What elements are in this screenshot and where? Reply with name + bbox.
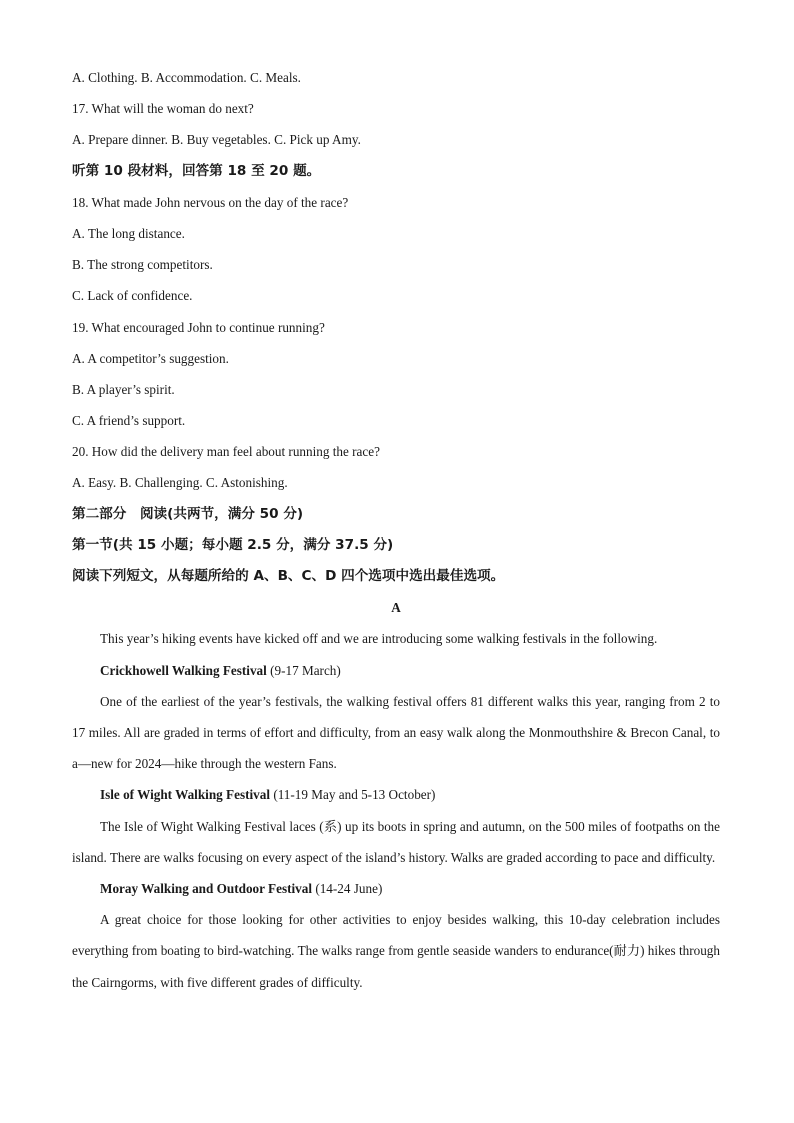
festival-dates: (9-17 March) bbox=[266, 662, 341, 678]
festival-name: Crickhowell Walking Festival bbox=[100, 662, 267, 678]
q19-option-c: C. A friend’s support. bbox=[72, 413, 186, 429]
reading-instructions: 阅读下列短文，从每题所给的 A、B、C、D 四个选项中选出最佳选项。 bbox=[72, 568, 505, 584]
q18-option-a: A. The long distance. bbox=[72, 225, 185, 241]
festival-heading bbox=[72, 779, 720, 810]
q20-options: A. Easy. B. Challenging. C. Astonishing. bbox=[72, 475, 288, 491]
q17-options: A. Prepare dinner. B. Buy vegetables. C. Pick up Amy. bbox=[72, 132, 361, 148]
section10-heading: 听第 10 段材料，回答第 18 至 20 题。 bbox=[72, 162, 321, 179]
q19-option-b: B. A player’s spirit. bbox=[72, 381, 175, 397]
festival-heading bbox=[72, 873, 720, 904]
q16-options: A. Clothing. B. Accommodation. C. Meals. bbox=[72, 70, 301, 85]
exam-page bbox=[72, 62, 720, 998]
passage-intro: This year’s hiking events have kicked off and we are introducing some walking festivals in the following. bbox=[100, 631, 658, 647]
q18-option-b: B. The strong competitors. bbox=[72, 257, 213, 273]
passage-letter: A bbox=[391, 600, 401, 616]
q17-question: 17. What will the woman do next? bbox=[72, 101, 254, 117]
q19-question: 19. What encouraged John to continue running? bbox=[72, 319, 325, 335]
q19-option-a: A. A competitor’s suggestion. bbox=[72, 350, 229, 366]
festival-body: The Isle of Wight Walking Festival laces (系) up its boots in spring and autumn, on the 500 miles of footpaths on the island. There are walks focusing on every aspect of the island’s history. Walks are graded according to pace and difficulty. bbox=[72, 818, 720, 865]
festival-dates: (14-24 June) bbox=[312, 880, 383, 896]
reading-part-heading: 第二部分 阅读(共两节，满分 50 分) bbox=[72, 505, 304, 522]
festival-body: A great choice for those looking for other activities to enjoy besides walking, this 10-day celebration includes everything from boating to bird-watching. The walks range from gentle seaside wanders to endurance(耐力) hikes through the Cairngorms, with five different grades of difficulty. bbox=[72, 912, 720, 990]
festival-dates: (11-19 May and 5-13 October) bbox=[270, 787, 436, 803]
festival-name: Isle of Wight Walking Festival bbox=[100, 787, 271, 803]
festival-body: One of the earliest of the year’s festivals, the walking festival offers 81 different walks this year, ranging from 2 to 17 miles. All are graded in terms of effort and difficulty, from an easy walk along the Monmouthshire & Brecon Canal, to a—new for 2024—hike through the western Fans. bbox=[72, 693, 720, 772]
festival-heading bbox=[72, 655, 720, 686]
reading-section-heading: 第一节(共 15 小题；每小题 2.5 分，满分 37.5 分) bbox=[72, 536, 394, 553]
q18-question: 18. What made John nervous on the day of the race? bbox=[72, 194, 349, 210]
q20-question: 20. How did the delivery man feel about running the race? bbox=[72, 444, 380, 460]
q18-option-c: C. Lack of confidence. bbox=[72, 288, 193, 304]
festival-name: Moray Walking and Outdoor Festival bbox=[100, 880, 313, 896]
